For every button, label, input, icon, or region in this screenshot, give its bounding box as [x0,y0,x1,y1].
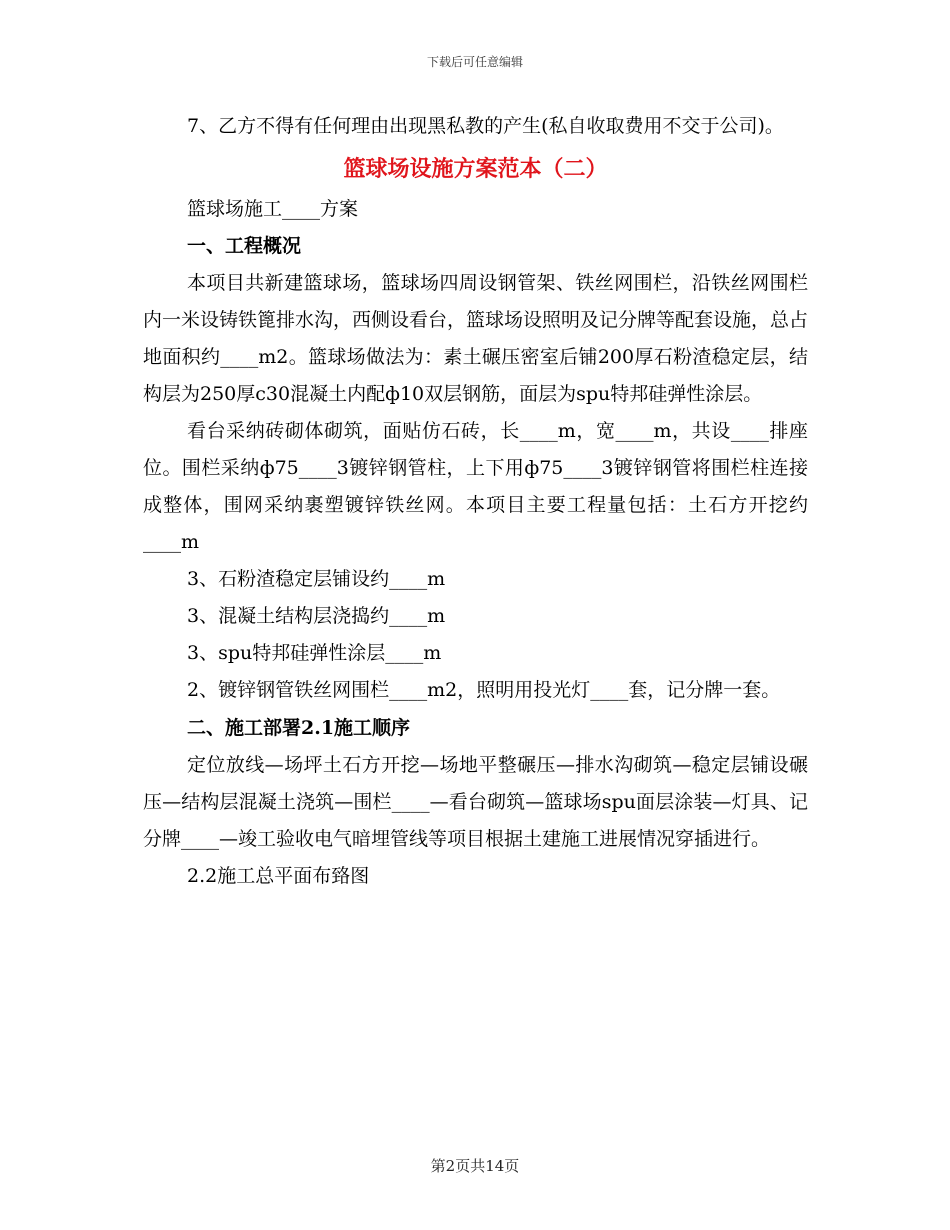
stand-fence-paragraph: 看台采纳砖砌体砌筑，面贴仿石砖，长____m，宽____m，共设____排座位。围栏采纳ф75____3镀锌钢管柱，上下用ф75____3镀锌钢管将围栏柱连接成整体，围网采纳裹塑镀锌铁丝网。本项目主要工程量包括：土石方开挖约____m [143,420,808,553]
sequence-paragraph: 定位放线—场坪土石方开挖—场地平整碾压—排水沟砌筑—稳定层铺设碾压—结构层混凝土浇筑—围栏____—看台砌筑—篮球场spu面层涂装—灯具、记分牌____—竣工验收电气暗埋管线等项目根据土建施工进展情况穿插进行。 [143,754,808,850]
list-item-coating: 3、spu特邦硅弹性涂层____m [187,642,442,664]
page-footer: 第2页共14页 [430,1157,520,1175]
section-heading-1: 一、工程概况 [187,235,302,257]
section-heading-2: 二、施工部署2.1施工顺序 [187,717,411,739]
subtitle-line: 篮球场施工____方案 [187,198,359,220]
item-7-paragraph: 7、乙方不得有任何理由出现黑私教的产生(私自收取费用不交于公司)。 [187,115,784,137]
list-item-stabilizer: 3、石粉渣稳定层铺设约____m [187,568,446,590]
list-item-fence: 2、镀锌钢管铁丝网围栏____m2，照明用投光灯____套，记分牌一套。 [187,679,781,701]
document-body [143,108,808,895]
page-header: 下载后可任意编辑 [426,55,523,69]
list-item-concrete: 3、混凝土结构层浇捣约____m [187,605,446,627]
subsection-2-2: 2.2施工总平面布臵图 [187,865,370,887]
overview-paragraph: 本项目共新建篮球场，篮球场四周设钢管架、铁丝网围栏，沿铁丝网围栏内一米设铸铁篦排水沟，西侧设看台，篮球场设照明及记分牌等配套设施，总占地面积约____m2。篮球场做法为：素土碾压密室后铺200厚石粉渣稳定层，结构层为250厚c30混凝土内配ф10双层钢筋，面层为spu特邦硅弹性涂层。 [143,272,809,405]
document-title: 篮球场设施方案范本（二） [343,156,608,182]
